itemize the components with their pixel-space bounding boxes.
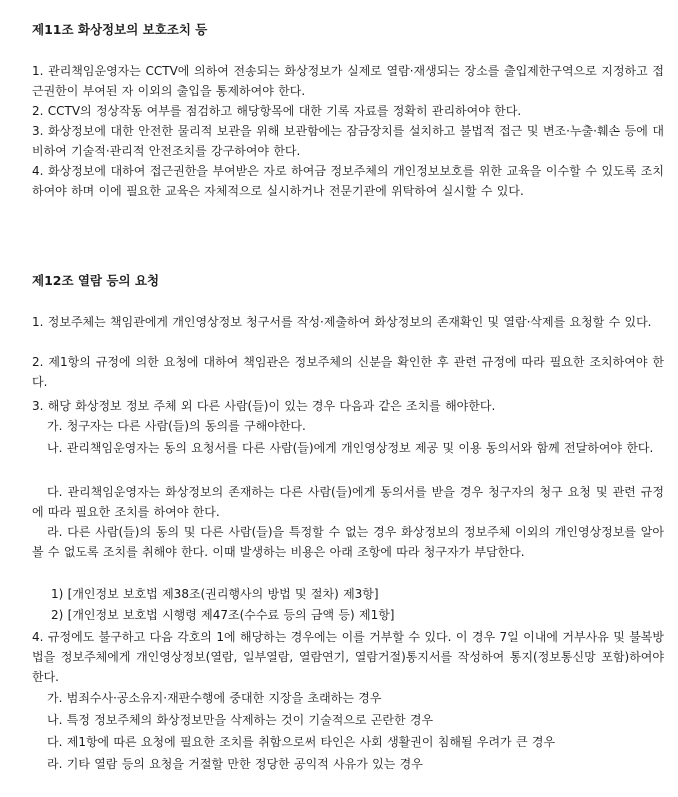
article-12-item-4-da: 다. 제1항에 따른 요청에 필요한 조치를 취함으로써 타인은 사회 생활권이 침해될 우려가 큰 경우 xyxy=(47,735,556,749)
article-12-item-4-ra: 라. 기타 열람 등의 요청을 거절할 만한 정당한 공익적 사유가 있는 경우 xyxy=(47,757,423,771)
article-11-item-3: 3. 화상정보에 대한 안전한 물리적 보관을 위해 보관함에는 잠금장치를 설치하고 불법적 접근 및 변조·누출·훼손 등에 대비하여 기술적·관리적 안전조치를 강구하여야 한다. xyxy=(32,124,664,158)
article-12-item-3-ga: 가. 청구자는 다른 사람(들)의 동의를 구해야한다. xyxy=(47,419,306,433)
article-11-item-4: 4. 화상정보에 대하여 접근권한을 부여받은 자로 하여금 정보주체의 개인정보보호를 위한 교육을 이수할 수 있도록 조치하여야 하며 이에 필요한 교육은 자체적으로 실시하거나 전문기관에 위탁하여 실시할 수 있다. xyxy=(32,164,664,198)
article-11-title: 제11조 화상정보의 보호조치 등 xyxy=(32,22,208,37)
article-12-item-3-na: 나. 관리책임운영자는 동의 요청서를 다른 사람(들)에게 개인영상정보 제공 및 이용 동의서와 함께 전달하여야 한다. xyxy=(47,441,654,455)
article-12-item-4-ga: 가. 범죄수사·공소유지·재판수행에 중대한 지장을 초래하는 경우 xyxy=(47,691,382,705)
article-12-item-3-ra: 라. 다른 사람(들)의 동의 및 다른 사람(들)을 특정할 수 없는 경우 화상정보의 정보주체 이외의 개인영상정보를 알아볼 수 없도록 조치를 취해야 한다. 이때 발생하는 비용은 아래 조항에 따라 청구자가 부담한다. xyxy=(32,525,664,559)
article-12-item-4: 4. 규정에도 불구하고 다음 각호의 1에 해당하는 경우에는 이를 거부할 수 있다. 이 경우 7일 이내에 거부사유 및 불복방법을 정보주체에게 개인영상정보(열람, 일부열람, 열람연기, 열람거절)통지서를 작성하여 통지(정보통신망 포함)하여야 한다. xyxy=(32,630,664,684)
article-12-ref-1: 1) [개인정보 보호법 제38조(권리행사의 방법 및 절차) 제3항] xyxy=(51,587,379,601)
article-12-title: 제12조 열람 등의 요청 xyxy=(32,273,160,288)
article-11-item-2: 2. CCTV의 정상작동 여부를 점검하고 해당항목에 대한 기록 자료를 정확히 관리하여야 한다. xyxy=(32,104,522,118)
article-11-item-1: 1. 관리책임운영자는 CCTV에 의하여 전송되는 화상정보가 실제로 열람·재생되는 장소를 출입제한구역으로 지정하고 접근권한이 부여된 자 이외의 출입을 통제하여야 한다. xyxy=(32,64,664,98)
article-12-item-3-da: 다. 관리책임운영자는 화상정보의 존재하는 다른 사람(들)에게 동의서를 받을 경우 청구자의 청구 요청 및 관련 규정에 따라 필요한 조치를 하여야 한다. xyxy=(32,485,664,519)
article-12-ref-2: 2) [개인정보 보호법 시행령 제47조(수수료 등의 금액 등) 제1항] xyxy=(51,608,395,622)
article-12-item-4-na: 나. 특정 정보주체의 화상정보만을 삭제하는 것이 기술적으로 곤란한 경우 xyxy=(47,713,434,727)
article-12-item-3: 3. 해당 화상정보 정보 주체 외 다른 사람(들)이 있는 경우 다음과 같은 조치를 해야한다. xyxy=(32,399,496,413)
article-12-item-2: 2. 제1항의 규정에 의한 요청에 대하여 책임관은 정보주체의 신분을 확인한 후 관련 규정에 따라 필요한 조치하여야 한다. xyxy=(32,355,664,389)
article-12-item-1: 1. 정보주체는 책임관에게 개인영상정보 청구서를 작성·제출하여 화상정보의 존재확인 및 열람·삭제를 요청할 수 있다. xyxy=(32,315,652,329)
